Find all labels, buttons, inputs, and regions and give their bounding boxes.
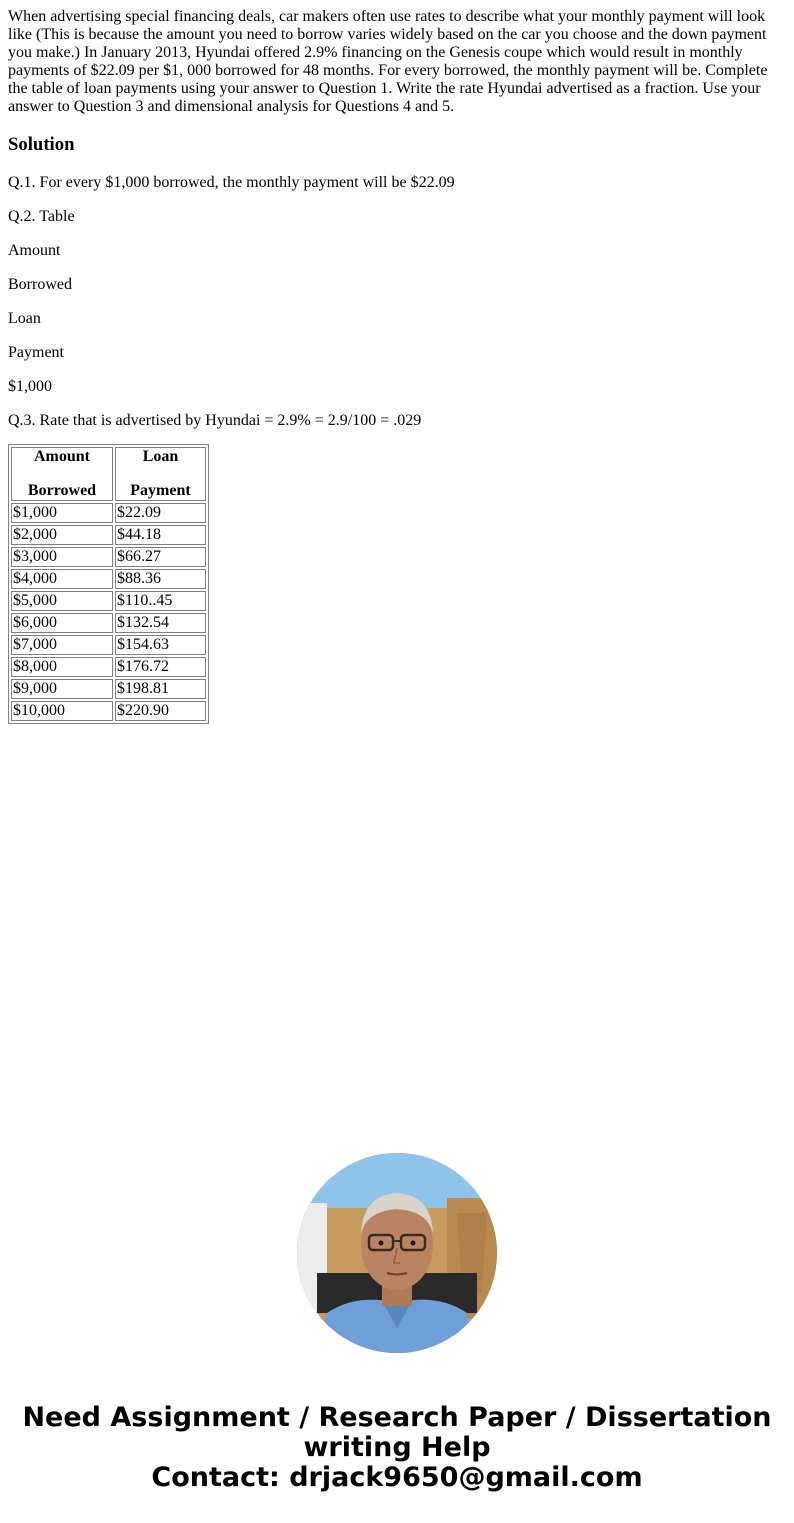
header-payment-line2: Payment bbox=[130, 482, 191, 499]
table-row bbox=[11, 635, 206, 655]
payment-cell: $44.18 bbox=[115, 525, 206, 545]
amount-cell: $10,000 bbox=[11, 701, 113, 721]
amount-cell: $9,000 bbox=[11, 679, 113, 699]
header-amount-line2: Borrowed bbox=[27, 482, 97, 499]
amount-cell: $7,000 bbox=[11, 635, 113, 655]
payment-cell: $66.27 bbox=[115, 547, 206, 567]
question-text: When advertising special financing deals, car makers often use rates to describe what your monthly payment will look like (This is because the amount you need to borrow varies widely based on the car you choose and the down payment you make.) In January 2013, Hyundai offered 2.9% financing on the Genesis coupe which would result in monthly payments of $22.09 per $1, 000 borrowed for 48 months. For every borrowed, the monthly payment will be. Complete the table of loan payments using your answer to Question 1. Write the rate Hyundai advertised as a fraction. Use your answer to Question 3 and dimensional analysis for Questions 4 and 5. bbox=[8, 8, 768, 115]
solution-line: Loan bbox=[8, 310, 41, 327]
amount-cell: $5,000 bbox=[11, 591, 113, 611]
table-header-row bbox=[11, 447, 206, 501]
solution-line: Borrowed bbox=[8, 276, 72, 293]
solution-line: Amount bbox=[8, 242, 61, 259]
table-row bbox=[11, 657, 206, 677]
banner-line1: Need Assignment / Research Paper / Dissertation bbox=[22, 1402, 772, 1433]
solution-line: Q.2. Table bbox=[8, 208, 75, 225]
header-amount-borrowed bbox=[11, 447, 113, 501]
loan-payment-table bbox=[8, 444, 209, 724]
help-banner bbox=[0, 1403, 794, 1493]
table-row bbox=[11, 547, 206, 567]
amount-cell: $1,000 bbox=[11, 503, 113, 523]
amount-cell: $6,000 bbox=[11, 613, 113, 633]
table-row bbox=[11, 569, 206, 589]
header-payment-line1: Loan bbox=[142, 448, 179, 465]
banner-contact: Contact: drjack9650@gmail.com bbox=[151, 1462, 643, 1493]
payment-cell: $132.54 bbox=[115, 613, 206, 633]
payment-cell: $154.63 bbox=[115, 635, 206, 655]
table-row bbox=[11, 525, 206, 545]
payment-cell: $110..45 bbox=[115, 591, 206, 611]
payment-cell: $88.36 bbox=[115, 569, 206, 589]
avatar bbox=[297, 1153, 497, 1353]
table-row bbox=[11, 503, 206, 523]
banner-line2: writing Help bbox=[303, 1432, 491, 1463]
amount-cell: $2,000 bbox=[11, 525, 113, 545]
table-row bbox=[11, 701, 206, 721]
solution-heading: Solution bbox=[8, 134, 75, 155]
solution-line: Payment bbox=[8, 344, 64, 361]
table-row bbox=[11, 613, 206, 633]
person-photo-icon bbox=[297, 1153, 497, 1353]
payment-cell: $198.81 bbox=[115, 679, 206, 699]
table-row bbox=[11, 679, 206, 699]
solution-line: $1,000 bbox=[8, 378, 52, 395]
header-amount-line1: Amount bbox=[33, 448, 90, 465]
solution-line: Q.3. Rate that is advertised by Hyundai = 2.9% = 2.9/100 = .029 bbox=[8, 412, 422, 429]
amount-cell: $3,000 bbox=[11, 547, 113, 567]
payment-cell: $220.90 bbox=[115, 701, 206, 721]
header-loan-payment bbox=[115, 447, 206, 501]
page-content bbox=[0, 0, 794, 724]
table-row bbox=[11, 591, 206, 611]
amount-cell: $8,000 bbox=[11, 657, 113, 677]
amount-cell: $4,000 bbox=[11, 569, 113, 589]
payment-cell: $22.09 bbox=[115, 503, 206, 523]
solution-line: Q.1. For every $1,000 borrowed, the monthly payment will be $22.09 bbox=[8, 174, 455, 191]
payment-cell: $176.72 bbox=[115, 657, 206, 677]
